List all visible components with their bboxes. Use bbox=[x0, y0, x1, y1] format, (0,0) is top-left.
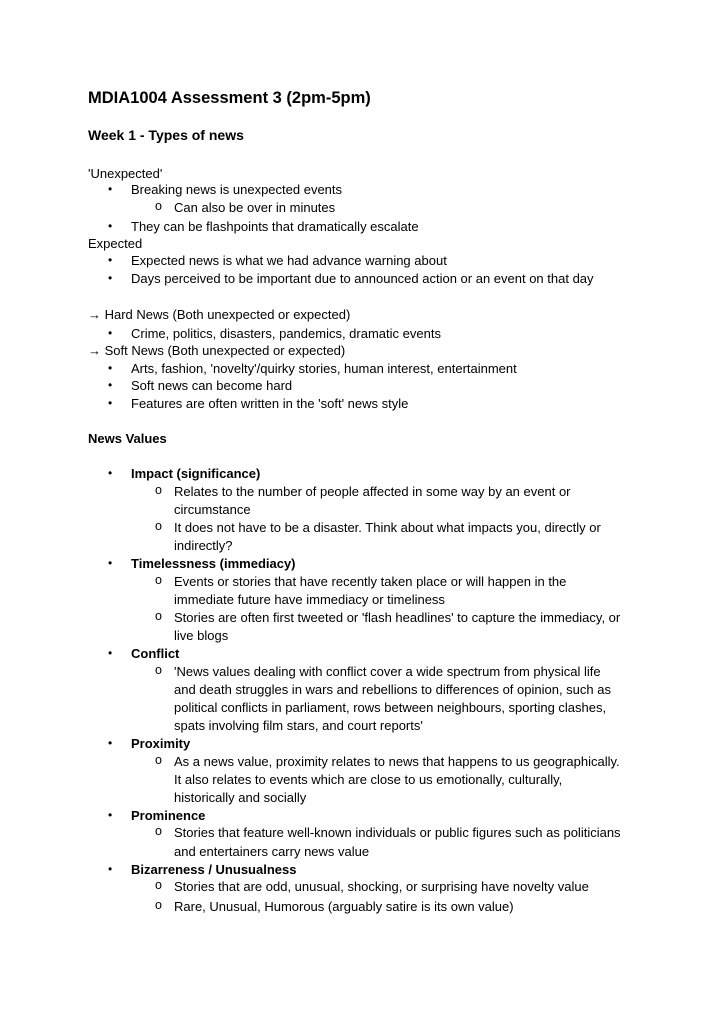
bullet-disc-icon: • bbox=[108, 466, 113, 480]
bullet-disc-icon: • bbox=[108, 361, 113, 375]
bullet-circle-icon: o bbox=[155, 753, 162, 767]
list-item: Expected news is what we had advance warning about bbox=[131, 253, 447, 268]
bullet-circle-icon: o bbox=[155, 898, 162, 912]
list-item: They can be flashpoints that dramatically escalate bbox=[131, 219, 419, 234]
bullet-disc-icon: • bbox=[108, 396, 113, 410]
list-subitem: Rare, Unusual, Humorous (arguably satire is its own value) bbox=[174, 899, 514, 914]
news-value-conflict: Conflict bbox=[131, 646, 180, 661]
bullet-circle-icon: o bbox=[155, 573, 162, 587]
bullet-disc-icon: • bbox=[108, 271, 113, 285]
bullet-disc-icon: • bbox=[108, 326, 113, 340]
bullet-disc-icon: • bbox=[108, 378, 113, 392]
news-value-timelessness: Timelessness (immediacy) bbox=[131, 556, 296, 571]
news-values-heading: News Values bbox=[88, 431, 167, 446]
document-title: MDIA1004 Assessment 3 (2pm-5pm) bbox=[88, 89, 371, 107]
list-subitem-continued: It also relates to events which are close to us emotionally, culturally, bbox=[174, 772, 563, 787]
list-item: Breaking news is unexpected events bbox=[131, 182, 343, 197]
list-subitem-continued: spats involving film stars, and court reports' bbox=[174, 718, 423, 733]
list-subitem-continued: historically and socially bbox=[174, 790, 307, 805]
bullet-circle-icon: o bbox=[155, 878, 162, 892]
list-item: Arts, fashion, 'novelty'/quirky stories, human interest, entertainment bbox=[131, 361, 517, 376]
list-subitem: As a news value, proximity relates to news that happens to us geographically. bbox=[174, 754, 620, 769]
list-item: Crime, politics, disasters, pandemics, dramatic events bbox=[131, 326, 441, 341]
list-item: Soft news can become hard bbox=[131, 378, 293, 393]
news-value-impact: Impact (significance) bbox=[131, 466, 261, 481]
list-subitem: Stories that feature well-known individuals or public figures such as politicians bbox=[174, 825, 621, 840]
bullet-disc-icon: • bbox=[108, 219, 113, 233]
bullet-circle-icon: o bbox=[155, 824, 162, 838]
bullet-disc-icon: • bbox=[108, 646, 113, 660]
bullet-circle-icon: o bbox=[155, 609, 162, 623]
list-subitem-continued: indirectly? bbox=[174, 538, 233, 553]
list-subitem-continued: live blogs bbox=[174, 628, 229, 643]
list-item: Days perceived to be important due to announced action or an event on that day bbox=[131, 271, 594, 286]
list-subitem: Events or stories that have recently taken place or will happen in the bbox=[174, 574, 567, 589]
list-subitem: It does not have to be a disaster. Think about what impacts you, directly or bbox=[174, 520, 601, 535]
bullet-disc-icon: • bbox=[108, 556, 113, 570]
list-subitem: 'News values dealing with conflict cover a wide spectrum from physical life bbox=[174, 664, 601, 679]
expected-label: Expected bbox=[88, 236, 143, 251]
list-subitem-continued: political conflicts in parliament, rows between neighbours, sporting clashes, bbox=[174, 700, 607, 715]
hard-news-label: → Hard News (Both unexpected or expected) bbox=[88, 307, 351, 322]
bullet-disc-icon: • bbox=[108, 862, 113, 876]
news-value-prominence: Prominence bbox=[131, 808, 206, 823]
bullet-disc-icon: • bbox=[108, 736, 113, 750]
bullet-circle-icon: o bbox=[155, 663, 162, 677]
bullet-circle-icon: o bbox=[155, 199, 162, 213]
news-value-bizarreness: Bizarreness / Unusualness bbox=[131, 862, 297, 877]
news-value-proximity: Proximity bbox=[131, 736, 191, 751]
list-subitem-continued: circumstance bbox=[174, 502, 251, 517]
list-subitem-continued: and entertainers carry news value bbox=[174, 844, 370, 859]
list-item: Features are often written in the 'soft' news style bbox=[131, 396, 409, 411]
list-subitem: Stories that are odd, unusual, shocking, or surprising have novelty value bbox=[174, 879, 589, 894]
bullet-disc-icon: • bbox=[108, 808, 113, 822]
week-heading: Week 1 - Types of news bbox=[88, 127, 244, 143]
unexpected-label: 'Unexpected' bbox=[88, 166, 163, 181]
bullet-circle-icon: o bbox=[155, 483, 162, 497]
bullet-circle-icon: o bbox=[155, 519, 162, 533]
list-subitem: Stories are often first tweeted or 'flash headlines' to capture the immediacy, or bbox=[174, 610, 621, 625]
list-subitem: Relates to the number of people affected in some way by an event or bbox=[174, 484, 571, 499]
soft-news-label: → Soft News (Both unexpected or expected) bbox=[88, 343, 346, 358]
bullet-disc-icon: • bbox=[108, 182, 113, 196]
list-subitem-continued: and death struggles in wars and rebellions to differences of opinion, such as bbox=[174, 682, 611, 697]
list-subitem: Can also be over in minutes bbox=[174, 200, 336, 215]
bullet-disc-icon: • bbox=[108, 253, 113, 267]
list-subitem-continued: immediate future have immediacy or timeliness bbox=[174, 592, 445, 607]
